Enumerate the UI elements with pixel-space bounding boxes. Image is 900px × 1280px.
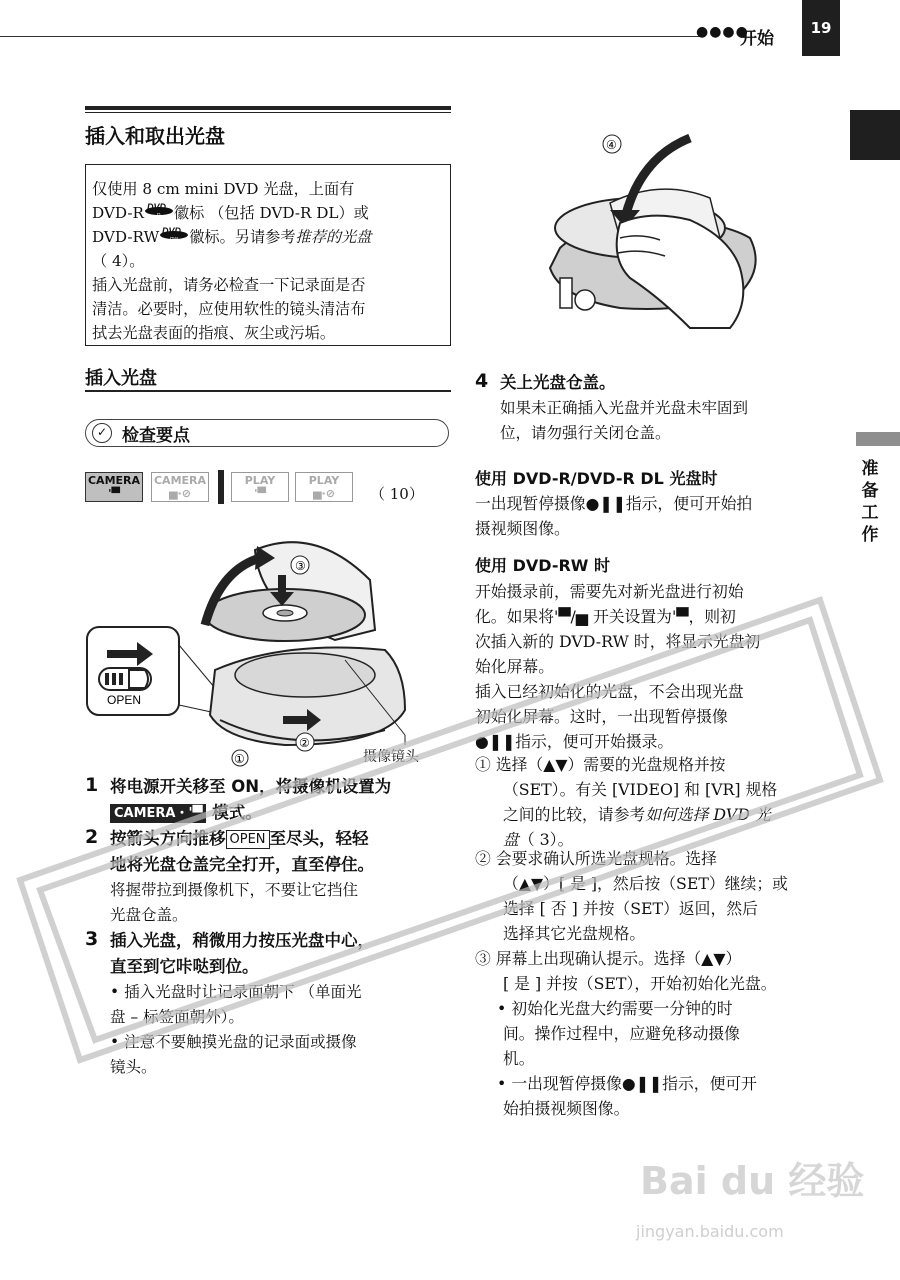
dvd-r-text: 一出现暂停摄像●❚❚指示，便可开始拍 摄视频图像。 xyxy=(475,494,753,538)
svg-text:③: ③ xyxy=(295,559,306,573)
dvd-rw-step-1: ① 选择（▲▼）需要的光盘规格并按 （SET）。有关 [VIDEO] 和 [VR] 规格 之间的比较，请参考如何选择 DVD 光 盘（ 3）。 xyxy=(475,755,778,849)
header-rule xyxy=(0,36,700,37)
svg-text:①: ① xyxy=(234,752,245,766)
step-4 xyxy=(475,370,845,446)
step-number: 3 xyxy=(85,928,99,950)
step-body: • 插入光盘时让记录面朝下 （单面光 盘 – 标签面朝外）。 • 注意不要触摸光盘的记录面或摄像 镜头。 xyxy=(110,983,362,1076)
title-rule xyxy=(85,106,451,110)
dvd-r-logo-icon xyxy=(144,202,174,218)
checkmark-icon: ✓ xyxy=(92,423,112,443)
step-heading: 插入光盘，稍微用力按压光盘中心， 直至到它咔哒到位。 xyxy=(110,931,374,976)
info-line: 清洁。必要时，应使用软性的镜头清洁布 xyxy=(92,300,366,318)
svg-text:RW: RW xyxy=(170,237,179,242)
dvd-rw-heading: 使用 DVD-RW 时 xyxy=(475,556,610,575)
svg-text:R: R xyxy=(156,213,161,218)
mode-indicators xyxy=(85,472,385,502)
camera-mode-badge: CAMERA・'▀ xyxy=(110,804,206,823)
svg-text:DVD: DVD xyxy=(146,202,166,212)
dvd-r-heading: 使用 DVD-R/DVD-R DL 光盘时 xyxy=(475,469,718,488)
step-heading: 关上光盘仓盖。 xyxy=(500,373,616,392)
info-line: 仅使用 8 cm mini DVD 光盘，上面有 xyxy=(92,180,355,198)
info-line: 插入光盘前，请务必检查一下记录面是否 xyxy=(92,276,366,294)
open-switch-badge: OPEN xyxy=(226,830,270,849)
step-2 xyxy=(85,826,455,928)
page-title: 插入和取出光盘 xyxy=(85,124,225,148)
recommended-discs-link[interactable]: 推荐的光盘 xyxy=(295,228,372,246)
choose-dvd-link[interactable]: 如何选择 DVD 光 xyxy=(645,805,771,824)
info-line: DVD-RW DVD RW 徽标。另请参考推荐的光盘 xyxy=(92,226,372,246)
dvd-rw-logo-icon xyxy=(159,226,189,242)
page-number: 19 xyxy=(802,0,840,56)
lens-caption: 摄像镜头 xyxy=(363,749,419,765)
dvd-rw-step-3: ③ 屏幕上出现确认提示。选择（▲▼） [ 是 ] 并按（SET），开始初始化光盘。 • 初始化光盘大约需要一分钟的时 间。操作过程中，应避免移动摄像 机。 • 一出现暂停摄像●❚❚指示，便可开 始拍摄视频图像。 xyxy=(475,949,777,1118)
step-body: 如果未正确插入光盘并光盘未牢固到 位，请勿强行关闭仓盖。 xyxy=(500,399,749,442)
chapter-tab-marker xyxy=(850,110,900,160)
closing-lid-illustration xyxy=(540,128,775,358)
dvd-rw-step-2: ② 会要求确认所选光盘规格。选择 （▲▼）[ 是 ]，然后按（SET）继续；或 选择 [ 否 ] 并按（SET）返回，然后 选择其它光盘规格。 xyxy=(475,849,788,943)
baidu-watermark: Bai du 经验 xyxy=(640,1159,865,1203)
svg-text:④: ④ xyxy=(606,138,617,152)
step-number: 4 xyxy=(475,370,489,392)
title-rule-thin xyxy=(85,112,451,113)
step-3 xyxy=(85,928,455,1080)
info-line: 拭去光盘表面的指痕、灰尘或污垢。 xyxy=(92,324,335,342)
svg-text:DVD: DVD xyxy=(162,226,182,236)
baidu-url: jingyan.baidu.com xyxy=(636,1222,784,1241)
section-tab-marker xyxy=(856,432,900,446)
step-1 xyxy=(85,774,455,826)
step-number: 2 xyxy=(85,826,99,848)
svg-text:②: ② xyxy=(299,736,310,750)
mode-camera-photo: CAMERA ▅·⊘ xyxy=(151,472,209,502)
checkpoints-label: 检查要点 xyxy=(122,426,190,446)
svg-text:OPEN: OPEN xyxy=(107,693,142,707)
camcorder-open-illustration xyxy=(85,520,465,770)
mode-play-movie: PLAY '▀ xyxy=(231,472,289,502)
side-tab-label: 准备工作 xyxy=(861,459,879,545)
step-body: 将握带拉到摄像机下，不要让它挡住 光盘仓盖。 xyxy=(110,881,359,924)
step-number: 1 xyxy=(85,774,99,796)
info-line: （ 4）。 xyxy=(92,252,145,270)
insert-disc-rule xyxy=(85,390,451,392)
header-dots: ●●●● xyxy=(696,24,749,40)
header-title: 开始 xyxy=(740,29,774,49)
info-line: DVD-R DVD R 徽标 （包括 DVD-R DL）或 xyxy=(92,202,369,222)
dvd-rw-intro: 开始摄录前，需要先对新光盘进行初始 化。如果将'▀/▅ 开关设置为'▀，则初 次插入新的 DVD-RW 时，将显示光盘初 始化屏幕。 插入已经初始化的光盘，不会出现光盘 初始化屏幕。这时，一出现暂停摄像 ●❚❚指示，便可开始摄录。 xyxy=(475,582,761,751)
mode-separator xyxy=(218,470,224,504)
page-reference: （ 10） xyxy=(370,485,424,503)
disc-info-box xyxy=(85,164,451,346)
mode-play-photo: PLAY ▅·⊘ xyxy=(295,472,353,502)
step-heading: 将电源开关移至 ON，将摄像机设置为 CAMERA・'▀ 模式。 xyxy=(110,777,392,822)
step-heading: 按箭头方向推移 OPEN 至尽头，轻轻 地将光盘仓盖完全打开，直至停住。 xyxy=(110,829,374,874)
mode-camera-movie: CAMERA '▀ xyxy=(85,472,143,502)
insert-disc-title: 插入光盘 xyxy=(85,368,157,389)
